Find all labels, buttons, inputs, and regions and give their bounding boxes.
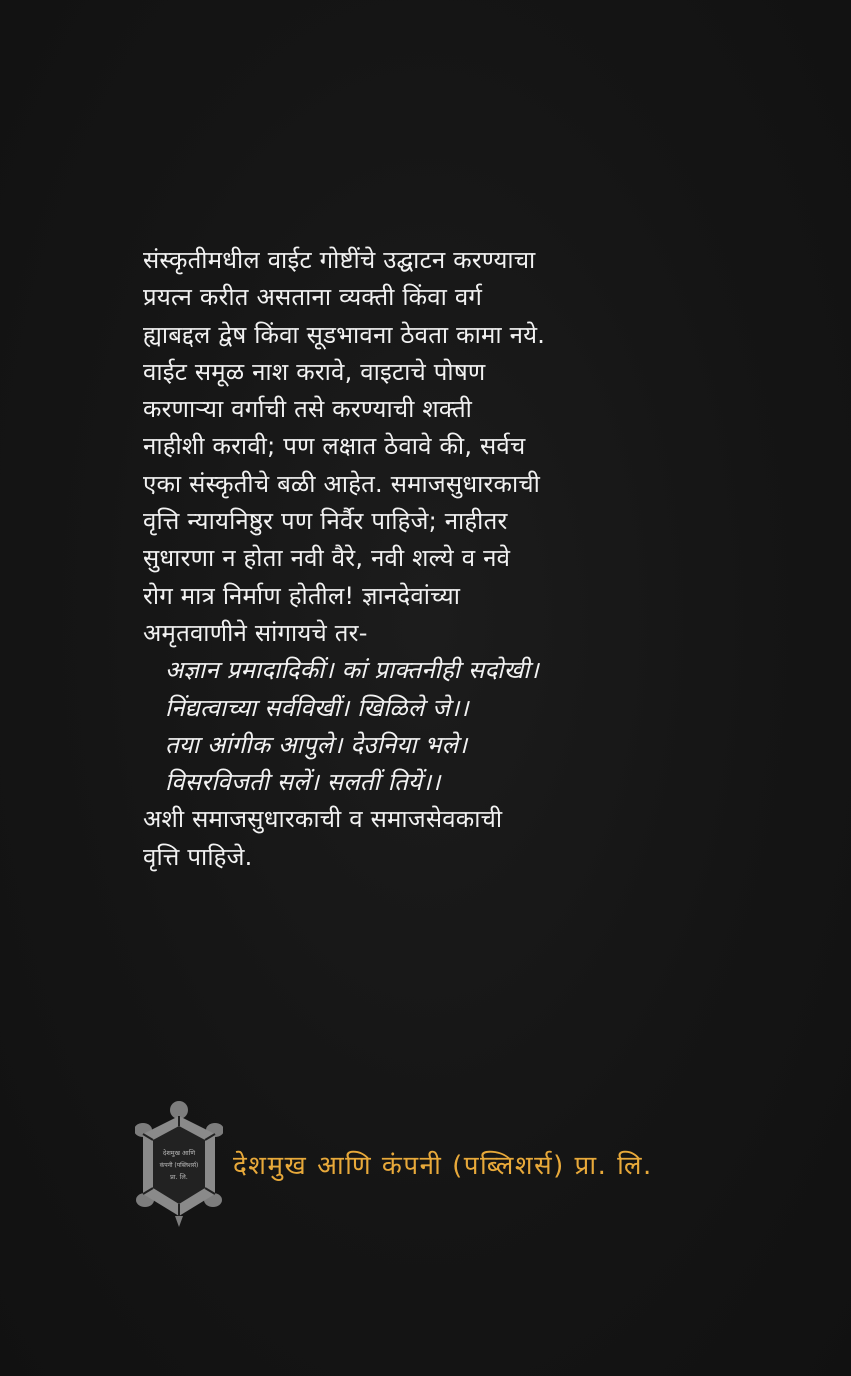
blurb-line: संस्कृतीमधील वाईट गोष्टींचे उद्घाटन करण्याचा [143,246,536,274]
blurb-line: वृत्ति न्यायनिष्ठुर पण निर्वैर पाहिजे; नाहीतर [143,507,508,536]
blurb-line: वाईट समूळ नाश करावे, वाइटाचे पोषण [143,357,486,386]
blurb-line: करणाऱ्या वर्गाची तसे करण्याची शक्ती [143,395,473,424]
publisher-block [135,1100,735,1230]
verse-line: विसरविजती सलें। सलतीं तियें।। [165,768,441,797]
blurb-line: सुधारणा न होता नवी वैरे, नवी शल्ये व नवे [143,544,511,573]
verse-line: निंद्यत्वाच्या सर्वविखीं। खिळिले जे।। [165,693,469,722]
blurb-line: एका संस्कृतीचे बळी आहेत. समाजसुधारकाची [143,469,541,498]
blurb-line: अशी समाजसुधारकाची व समाजसेवकाची [143,805,503,834]
verse-line: अज्ञान प्रमादादिकीं। कां प्राक्तनीही सदोखी। [165,656,539,685]
logo-text-line: देशमुख आणि [162,1149,196,1157]
verse-line: तया आंगीक आपुले। देउनिया भले। [165,730,468,759]
blurb-line: ह्याबद्दल द्वेष किंवा सूडभावना ठेवता कामा नये. [143,320,546,349]
publisher-name: देशमुख आणि कंपनी (पब्लिशर्स) प्रा. लि. [233,1151,653,1181]
logo-text-line: कंपनी (पब्लिशर्स) [159,1162,199,1169]
blurb-text [143,242,783,876]
blurb-line: वृत्ति पाहिजे. [143,842,253,871]
blurb-line: अमृतवाणीने सांगायचे तर- [143,618,368,647]
logo-text-line: प्रा. लि. [170,1173,188,1181]
turtle-icon [135,1100,223,1228]
blurb-line: रोग मात्र निर्माण होतील! ज्ञानदेवांच्या [143,581,461,610]
blurb-line: प्रयत्न करीत असताना व्यक्ती किंवा वर्ग [143,283,483,312]
blurb-line: नाहीशी करावी; पण लक्षात ठेवावे की, सर्वच [143,432,526,461]
